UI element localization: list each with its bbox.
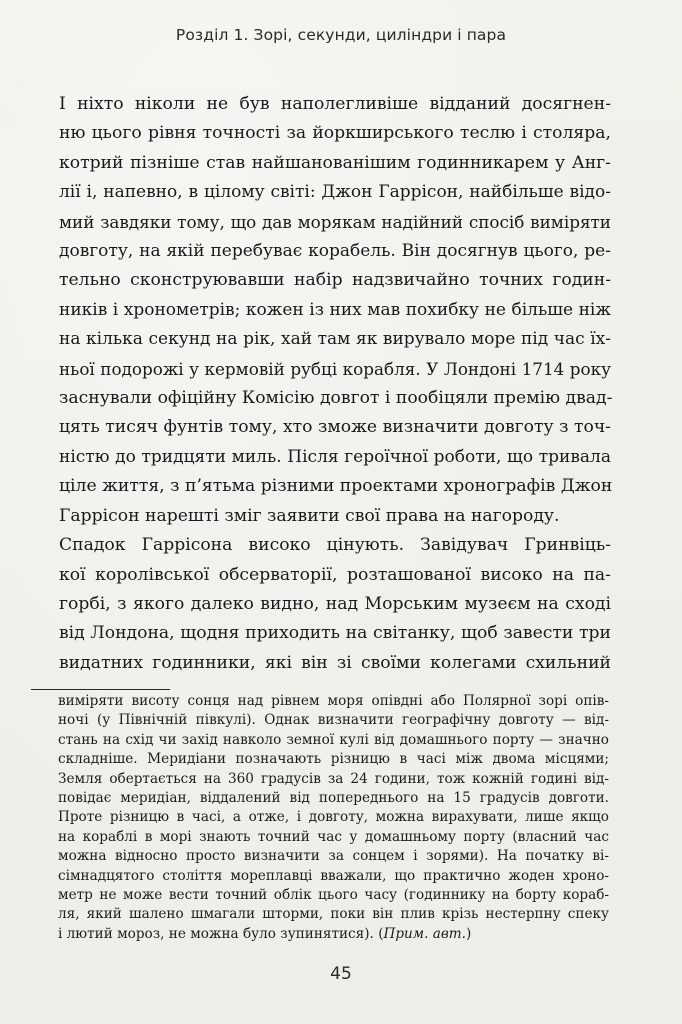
- footnote-line: виміряти висоту сонця над рівнем моря опівдні або Полярної зорі опів-: [58, 693, 609, 709]
- footnote-last-line: і лютий мороз, не можна було зупинятися). (Прим. авт.): [58, 925, 472, 942]
- footnote: [58, 692, 609, 944]
- text-line: заснували офіційну Комісію довгот і пообіцяли премію двад-: [59, 388, 613, 409]
- footnote-line: на кораблі в морі знають точний час у домашньому порту (власний час: [58, 828, 609, 845]
- footnote-line: ночі (у Північній півкулі). Однак визначити географічну довготу — від-: [58, 712, 609, 729]
- footnote-line: метр не може вести точний облік цього часу (годиннику на борту кораб-: [58, 887, 609, 904]
- footnote-line: повідає меридіан, віддалений від попереднього на 15 градусів довготи.: [58, 790, 609, 807]
- footnote-line: ля, який шалено шмагали шторми, поки він плив крізь нестерпну спеку: [58, 906, 609, 923]
- text-line: на кілька секунд на рік, хай там як вирувало море під час їх-: [59, 329, 611, 350]
- page-number: 45: [330, 964, 352, 984]
- text-line: ньої подорожі у кермовій рубці корабля. У Лондоні 1714 року: [59, 358, 611, 379]
- text-line: довготу, на якій перебуває корабель. Він досягнув цього, ре-: [59, 241, 611, 262]
- footnote-line: сімнадцятого століття мореплавці вважали, що практично жоден хроно-: [58, 867, 609, 884]
- text-line: Гаррісон нарешті зміг заявити свої права на нагороду.: [59, 505, 560, 526]
- text-line: від Лондона, щодня приходить на світанку, щоб завести три: [59, 623, 611, 644]
- text-line: мий завдяки тому, що дав морякам надійний спосіб виміряти: [59, 211, 611, 232]
- text-line: ціле життя, з п’ятьма різними проектами хронографів Джон: [59, 476, 613, 497]
- footnote-line: стань на схід чи захід навколо земної кулі від домашнього порту — значно: [58, 731, 609, 748]
- footnote-line: складніше. Меридіани позначають різницю в часі між двома місцями;: [58, 751, 609, 768]
- text-line: кої королівської обсерваторії, розташованої високо на па-: [59, 564, 611, 585]
- paragraph-1: [59, 90, 611, 531]
- text-line: ню цього рівня точності за йоркширського теслю і столяра,: [59, 123, 611, 144]
- text-line: котрий пізніше став найшанованішим годинникарем у Анг-: [59, 152, 611, 173]
- footnote-divider: [31, 689, 170, 690]
- footnote-line: можна відносно просто визначити за сонцем і зорями). На початку ві-: [58, 848, 609, 865]
- text-line: І ніхто ніколи не був наполегливіше відданий досягнен-: [59, 94, 611, 114]
- text-line: ників і хронометрів; кожен із них мав похибку не більше ніж: [59, 299, 611, 320]
- text-line: лії і, напевно, в цілому світі: Джон Гаррісон, найбільше відо-: [59, 182, 611, 203]
- author-note-mark: Прим. авт.: [383, 925, 466, 942]
- footnote-line: Земля обертається на 360 градусів за 24 години, тож кожній годині від-: [58, 770, 609, 787]
- footnote-line: Проте різницю в часі, а отже, і довготу, можна вирахувати, лише якщо: [58, 809, 609, 826]
- footnote-text: і лютий мороз, не можна було зупинятися).: [58, 925, 374, 942]
- main-text: [59, 90, 611, 678]
- text-line: тельно сконструювавши набір надзвичайно точних годин-: [59, 270, 611, 291]
- text-line: Спадок Гаррісона високо цінують. Завідувач Гринвіць-: [59, 535, 611, 556]
- text-line: ністю до тридцяти миль. Після героїчної роботи, що тривала: [59, 446, 611, 467]
- text-line: горбі, з якого далеко видно, над Морським музеєм на сході: [59, 593, 611, 614]
- paragraph-2: [59, 531, 611, 678]
- text-line: цять тисяч фунтів тому, хто зможе визначити довготу з точ-: [59, 417, 611, 438]
- text-line: видатних годинники, які він зі своїми колегами схильний: [59, 652, 611, 673]
- running-head: Розділ 1. Зорі, секунди, циліндри і пара: [175, 26, 507, 44]
